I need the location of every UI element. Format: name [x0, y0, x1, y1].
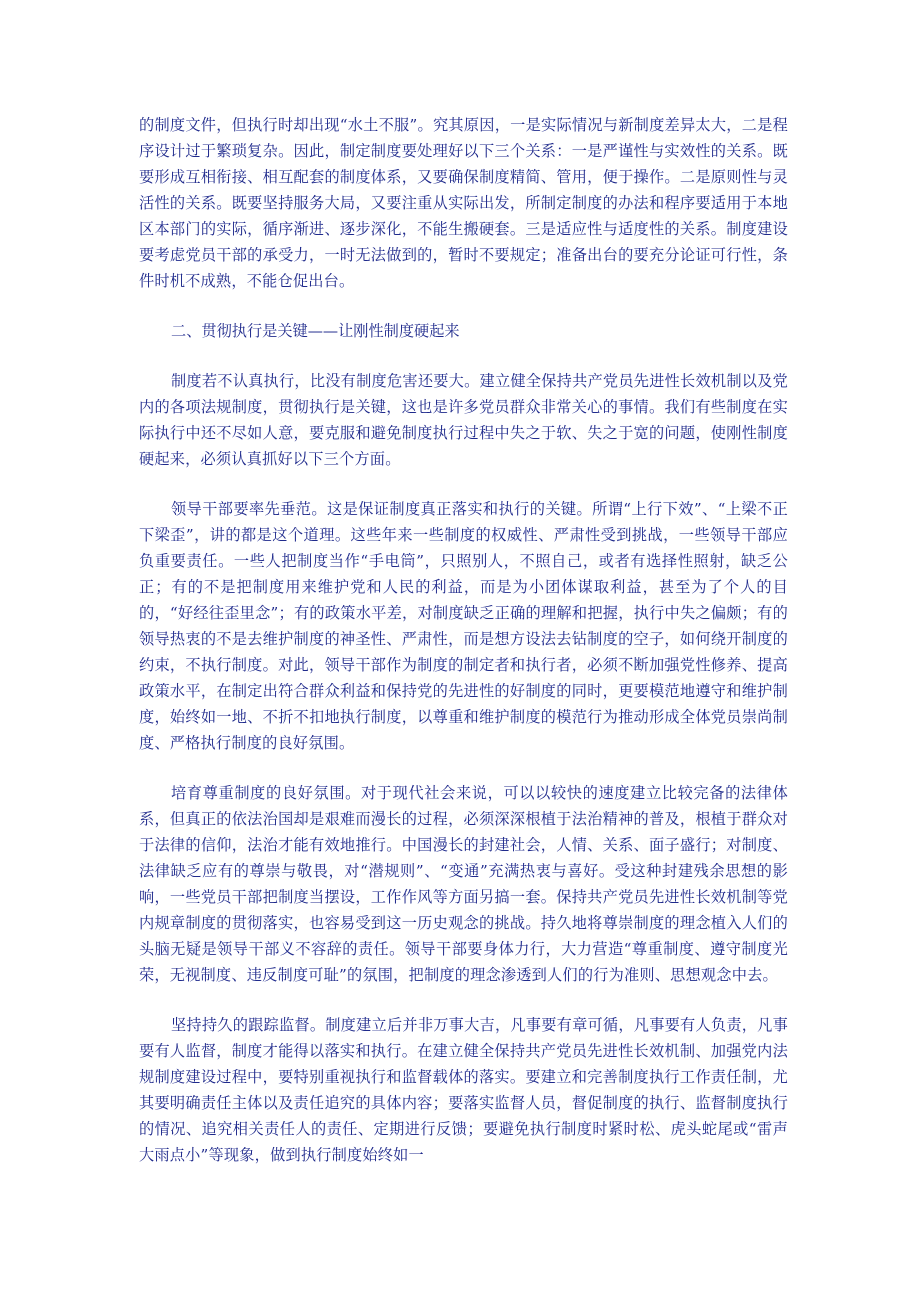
paragraph-respect-atmosphere: 培育尊重制度的良好氛围。对于现代社会来说，可以以较快的速度建立比较完备的法律体系，但真正的依法治国却是艰难而漫长的过程，必须深深根植于法治精神的普及，根植于群众对于法律的信仰，法治才能有效地推行。中国漫长的封建社会，人情、关系、面子盛行；对制度、法律缺乏应有的尊崇与敬畏，对“潜规则”、“变通”充满热衷与喜好。受这种封建残余思想的影响，一些党员干部把制度当摆设，工作作风等方面另搞一套。保持共产党员先进性长效机制等党内规章制度的贯彻落实，也容易受到这一历史观念的挑战。持久地将尊崇制度的理念植入人们的头脑无疑是领导干部义不容辞的责任。领导干部要身体力行，大力营造“尊重制度、遵守制度光荣，无视制度、违反制度可耻”的氛围，把制度的理念渗透到人们的行为准则、思想观念中去。	[139, 784, 788, 984]
paragraph-continued: 的制度文件，但执行时却出现“水土不服”。究其原因，一是实际情况与新制度差异太大，二是程序设计过于繁琐复杂。因此，制定制度要处理好以下三个关系：一是严谨性与实效性的关系。既要形成互相衔接、相互配套的制度体系，又要确保制度精简、管用，便于操作。二是原则性与灵活性的关系。既要坚持服务大局，又要注重从实际出发，所制定制度的办法和程序要适用于本地区本部门的实际，循序渐进、逐步深化，不能生搬硬套。三是适应性与适度性的关系。制度建设要考虑党员干部的承受力，一时无法做到的，暂时不要规定；准备出台的要充分论证可行性，条件时机不成熟，不能仓促出台。	[139, 116, 788, 290]
paragraph-supervision: 坚持持久的跟踪监督。制度建立后并非万事大吉，凡事要有章可循，凡事要有人负责，凡事要有人监督，制度才能得以落实和执行。在建立健全保持共产党员先进性长效机制、加强党内法规制度建设过程中，要特别重视执行和监督载体的落实。要建立和完善制度执行工作责任制，尤其要明确责任主体以及责任追究的具体内容；要落实监督人员，督促制度的执行、监督制度执行的情况、追究相关责任人的责任、定期进行反馈；要避免执行制度时紧时松、虎头蛇尾或“雷声大雨点小”等现象，做到执行制度始终如一	[139, 1016, 788, 1164]
paragraph-leaders-example: 领导干部要率先垂范。这是保证制度真正落实和执行的关键。所谓“上行下效”、“上梁不正下梁歪”，讲的都是这个道理。这些年来一些制度的权威性、严肃性受到挑战，一些领导干部应负重要责任。一些人把制度当作“手电筒”，只照别人，不照自己，或者有选择性照射，缺乏公正；有的不是把制度用来维护党和人民的利益，而是为小团体谋取利益，甚至为了个人的目的，“好经往歪里念”；有的政策水平差，对制度缺乏正确的理解和把握，执行中失之偏颇；有的领导热衷的不是去维护制度的神圣性、严肃性，而是想方设法去钻制度的空子，如何绕开制度的约束，不执行制度。对此，领导干部作为制度的制定者和执行者，必须不断加强党性修养、提高政策水平，在制定出符合群众利益和保持党的先进性的好制度的同时，更要模范地遵守和维护制度，始终如一地、不折不扣地执行制度，以尊重和维护制度的模范行为推动形成全体党员崇尚制度、严格执行制度的良好氛围。	[139, 500, 788, 752]
section-heading: 二、贯彻执行是关键——让刚性制度硬起来	[171, 322, 460, 340]
paragraph-intro: 制度若不认真执行，比没有制度危害还要大。建立健全保持共产党员先进性长效机制以及党内的各项法规制度，贯彻执行是关键，这也是许多党员群众非常关心的事情。我们有些制度在实际执行中还不尽如人意，要克服和避免制度执行过程中失之于软、失之于宽的问题，使刚性制度硬起来，必须认真抓好以下三个方面。	[139, 372, 788, 468]
